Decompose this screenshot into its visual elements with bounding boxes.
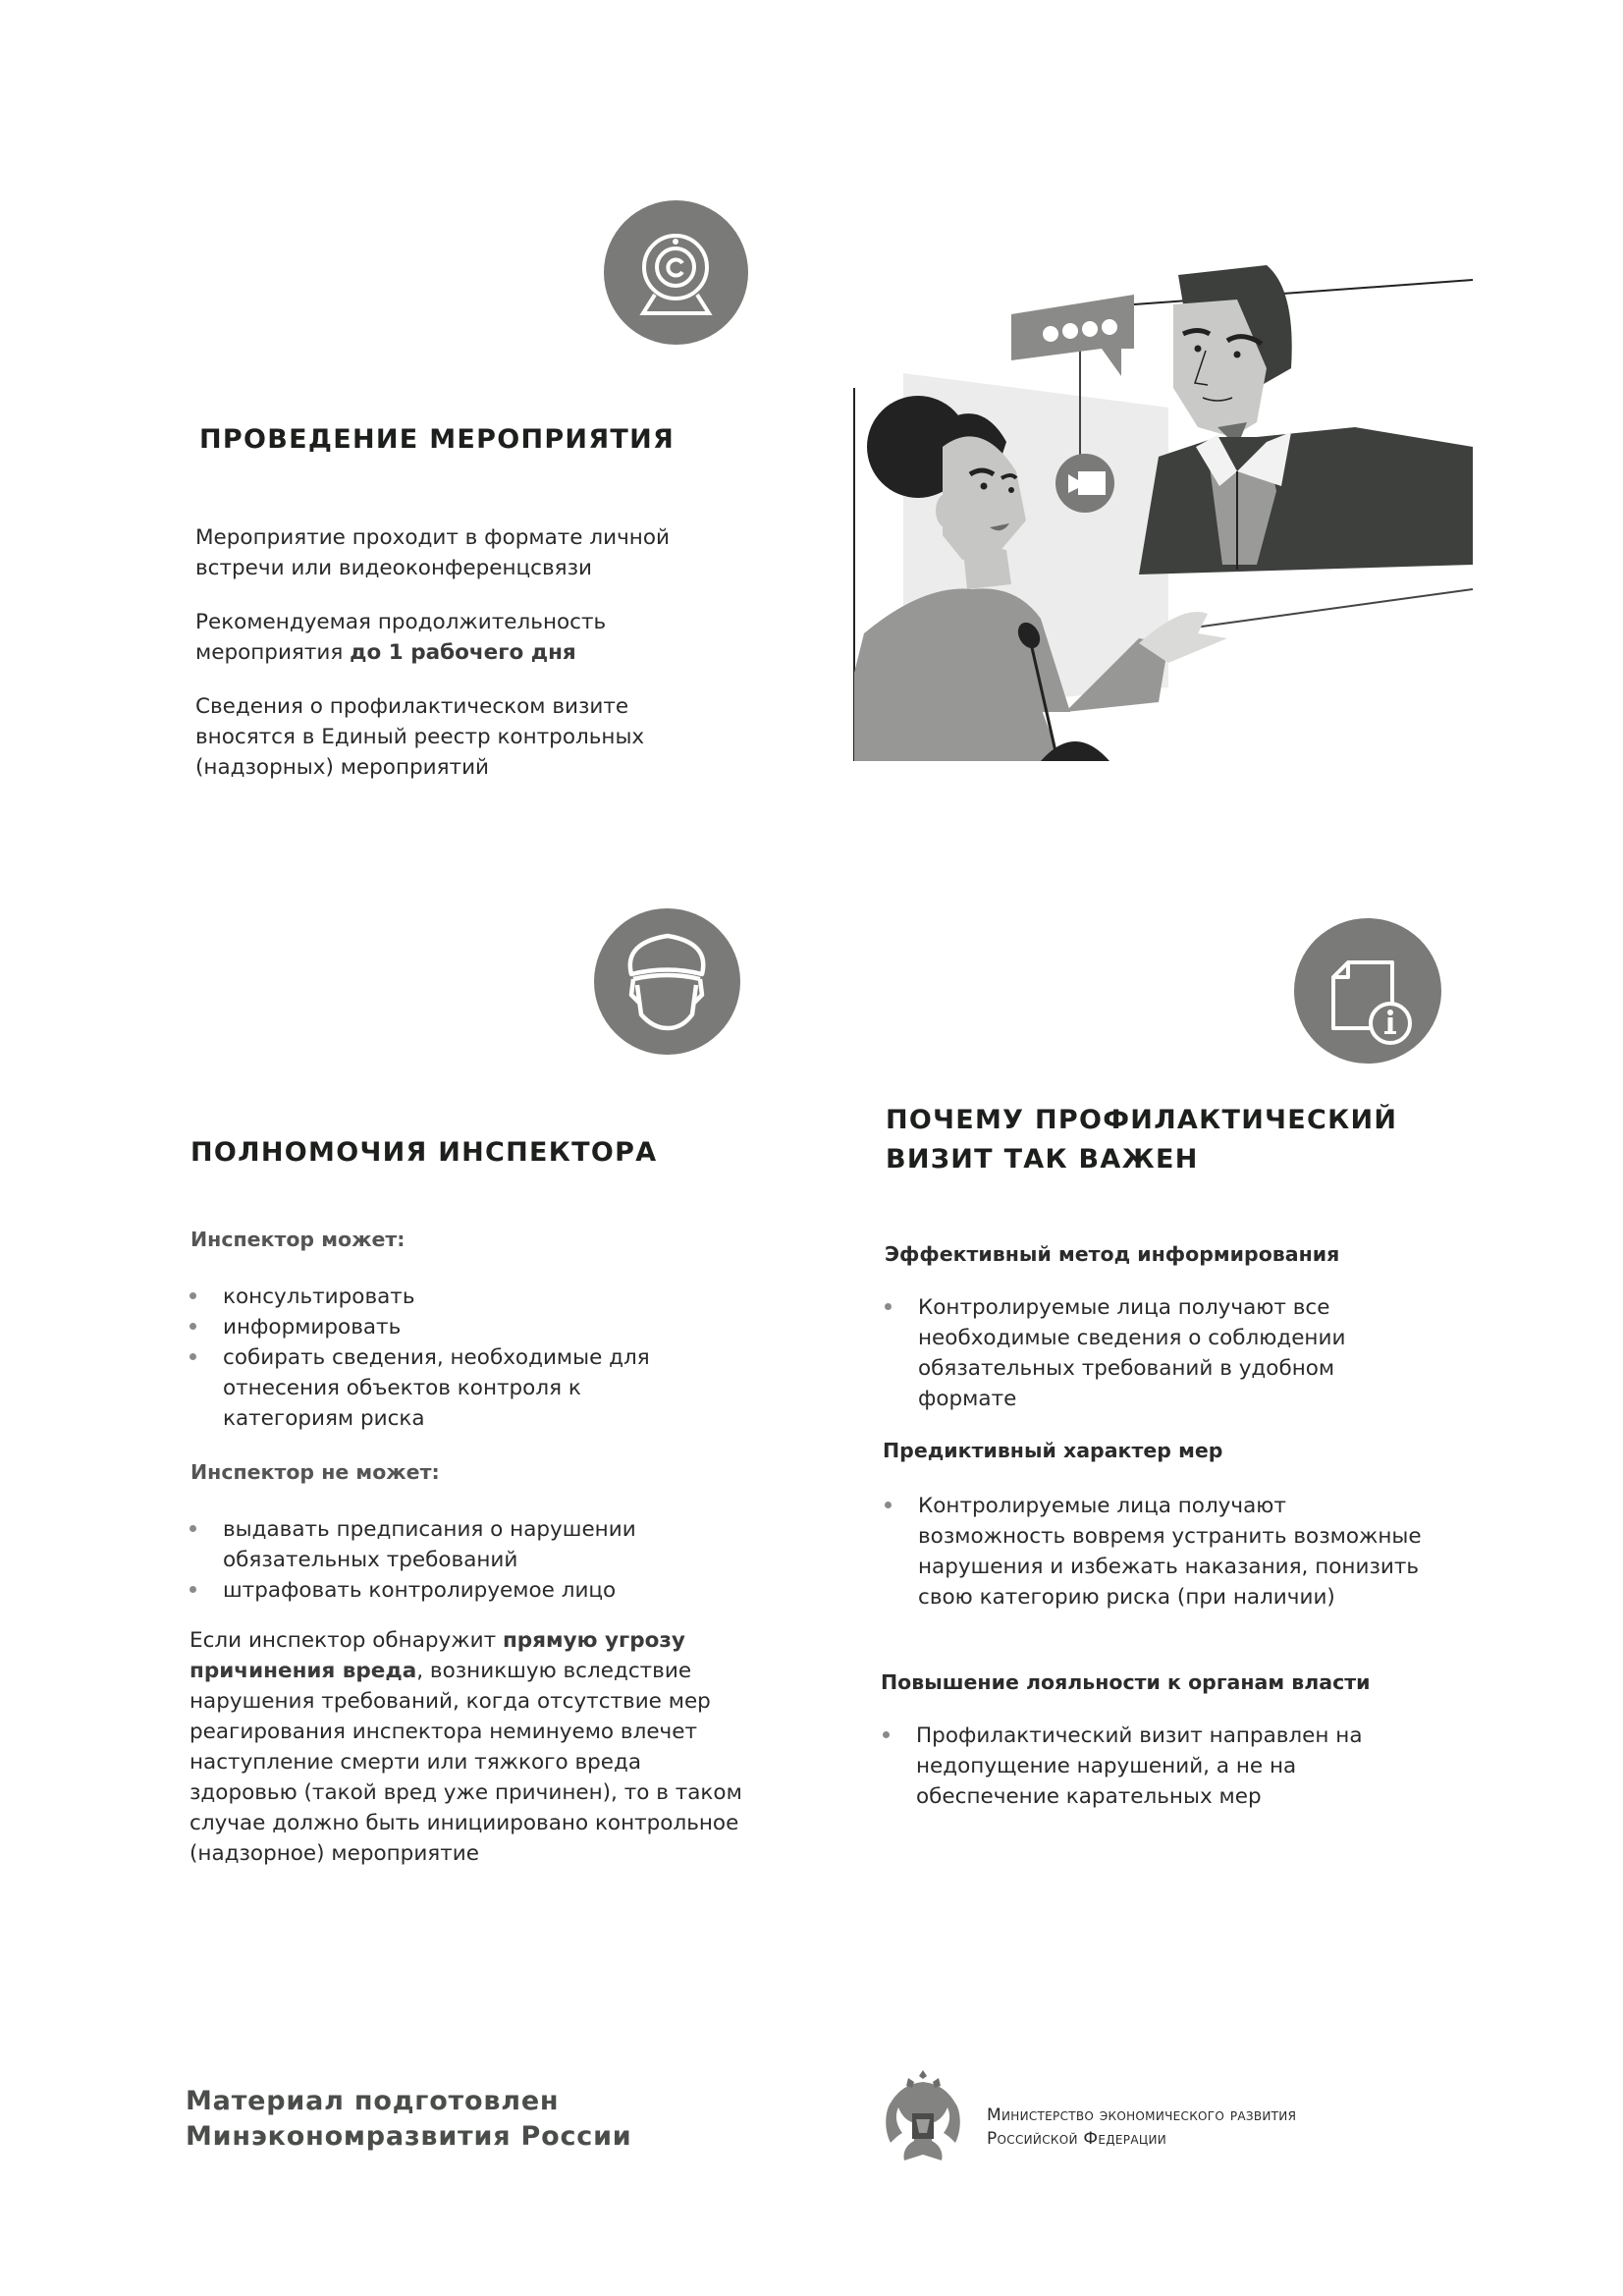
why-list-loyalty: [880, 1721, 1430, 1812]
event-paragraph-duration: [195, 607, 706, 668]
video-call-illustration: [844, 250, 1473, 800]
inspector-cannot-list: [187, 1514, 717, 1606]
bullet-icon: [189, 1292, 196, 1299]
list-item: Контролируемые лица получают возможность вовремя устранить возможные нарушения и избежать наказания, понизить свою категорию риска (при наличии): [882, 1491, 1429, 1613]
document-info-icon: [1294, 918, 1441, 1064]
man-figure: [1139, 265, 1473, 574]
webcam-icon-badge: [604, 200, 748, 345]
inspector-section-title: ПОЛНОМОЧИЯ ИНСПЕКТОРА: [190, 1137, 658, 1168]
duration-text: Рекомендуемая продолжительность мероприятия: [195, 610, 607, 665]
list-item: Профилактический визит направлен на недопущение нарушений, а не на обеспечение карательных мер: [880, 1721, 1407, 1812]
why-heading-informing: Эффективный метод информирования: [885, 1242, 1340, 1266]
list-item: собирать сведения, необходимые для отнесения объектов контроля к категориям риска: [187, 1342, 655, 1434]
duration-highlight: до 1 рабочего дня: [350, 640, 576, 665]
bullet-icon: [189, 1525, 196, 1532]
ministry-name: Министерство экономического развития Российской Федерации: [987, 2105, 1297, 2149]
why-heading-predictive: Предиктивный характер мер: [883, 1439, 1223, 1462]
bullet-icon: [885, 1502, 892, 1508]
why-list-predictive: [882, 1491, 1432, 1613]
webcam-icon: [604, 200, 748, 345]
list-item: информировать: [187, 1312, 677, 1342]
bullet-icon: [189, 1323, 196, 1330]
list-item: выдавать предписания о нарушении обязательных требований: [187, 1514, 717, 1575]
why-section-title: ПОЧЕМУ ПРОФИЛАКТИЧЕСКИЙ ВИЗИТ ТАК ВАЖЕН: [886, 1105, 1398, 1175]
why-heading-loyalty: Повышение лояльности к органам власти: [881, 1670, 1371, 1694]
bullet-icon: [885, 1303, 892, 1310]
document-info-icon-badge: [1294, 918, 1441, 1064]
coat-of-arms-emblem: [877, 2062, 970, 2170]
inspector-cannot-label: Инспектор не может:: [190, 1460, 440, 1484]
event-paragraph-registry: Сведения о профилактическом визите вносятся в Единый реестр контрольных (надзорных) мероприятий: [195, 694, 645, 780]
threat-highlight: прямую угрозу причинения вреда: [189, 1628, 685, 1683]
bullet-icon: [189, 1586, 196, 1593]
list-item: штрафовать контролируемое лицо: [187, 1575, 717, 1606]
list-item: Контролируемые лица получают все необходимые сведения о соблюдении обязательных требований в удобном формате: [882, 1292, 1409, 1414]
bullet-icon: [189, 1353, 196, 1360]
why-list-informing: [882, 1292, 1432, 1414]
video-camera-icon: [1055, 454, 1114, 513]
list-item: консультировать: [187, 1282, 677, 1312]
inspector-cap-icon: [594, 908, 740, 1055]
inspector-cap-icon-badge: [594, 908, 740, 1055]
event-section-title: ПРОВЕДЕНИЕ МЕРОПРИЯТИЯ: [199, 424, 676, 455]
inspector-can-list: [187, 1282, 677, 1434]
event-paragraph-format: Мероприятие проходит в формате личной встречи или видеоконференцсвязи: [195, 525, 670, 580]
chat-bubble-icon: [1011, 295, 1134, 376]
inspector-can-label: Инспектор может:: [190, 1228, 406, 1251]
prepared-by-credit: Материал подготовлен Минэкономразвития России: [186, 2086, 632, 2152]
bullet-icon: [883, 1731, 890, 1738]
inspector-note: Если инспектор обнаружит прямую угрозу причинения вреда, возникшую вследствие нарушения требований, когда отсутствие мер реагирования инспектора неминуемо влечет наступление смерти или тяжкого вреда здоровью (такой вред уже причинен), то в таком случае должно быть инициировано контрольное (надзорное) мероприятие: [189, 1628, 742, 1866]
